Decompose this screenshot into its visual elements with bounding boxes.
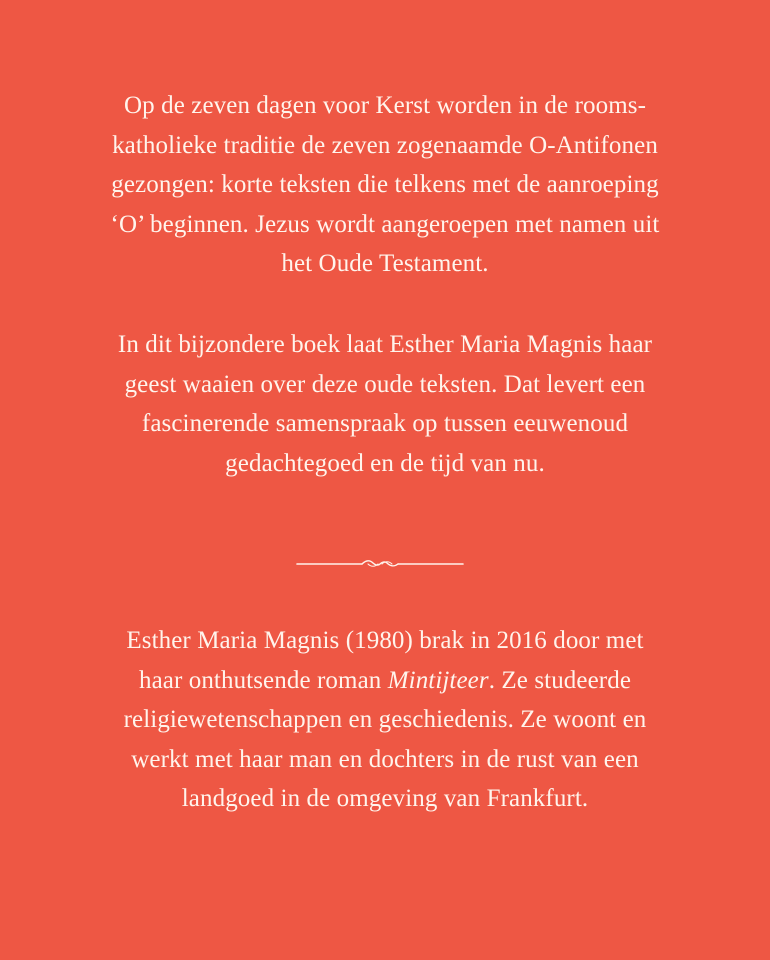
ornamental-divider-icon: [290, 553, 470, 575]
blurb-line: Op de zeven dagen voor Kerst worden in de rooms-: [124, 92, 646, 119]
blurb-line: ‘O’ beginnen. Jezus wordt aangeroepen met namen uit: [110, 210, 660, 238]
bio-line: landgoed in de omgeving van Frankfurt.: [181, 785, 589, 812]
blurb-line: het Oude Testament.: [281, 250, 489, 277]
bio-line: religiewetenschappen en geschiedenis. Ze woont en: [123, 706, 647, 733]
blurb-paragraph-2: [40, 325, 730, 483]
blurb-line: geest waaien over deze oude teksten. Dat levert een: [124, 370, 646, 398]
bio-line: [40, 661, 730, 701]
blurb-paragraph-1: [40, 86, 730, 284]
blurb-line: In dit bijzondere boek laat Esther Maria Magnis haar: [117, 331, 653, 358]
bio-line: werkt met haar man en dochters in de rust van een: [131, 745, 639, 773]
bio-line: Esther Maria Magnis (1980) brak in 2016 door met: [126, 627, 644, 654]
bio-text: haar onthutsende roman: [138, 666, 388, 694]
blurb-line: fascinerende samenspraak op tussen eeuwenoud: [141, 410, 629, 437]
blurb-line: gezongen: korte teksten die telkens met de aanroeping: [111, 171, 659, 198]
author-bio-paragraph: [40, 621, 730, 819]
bio-text: . Ze studeerde: [488, 666, 632, 694]
blurb-line: gedachtegoed en de tijd van nu.: [225, 449, 545, 477]
book-title: Mintijteer: [387, 666, 489, 694]
blurb-line: katholieke traditie de zeven zogenaamde O-Antifonen: [112, 131, 658, 159]
